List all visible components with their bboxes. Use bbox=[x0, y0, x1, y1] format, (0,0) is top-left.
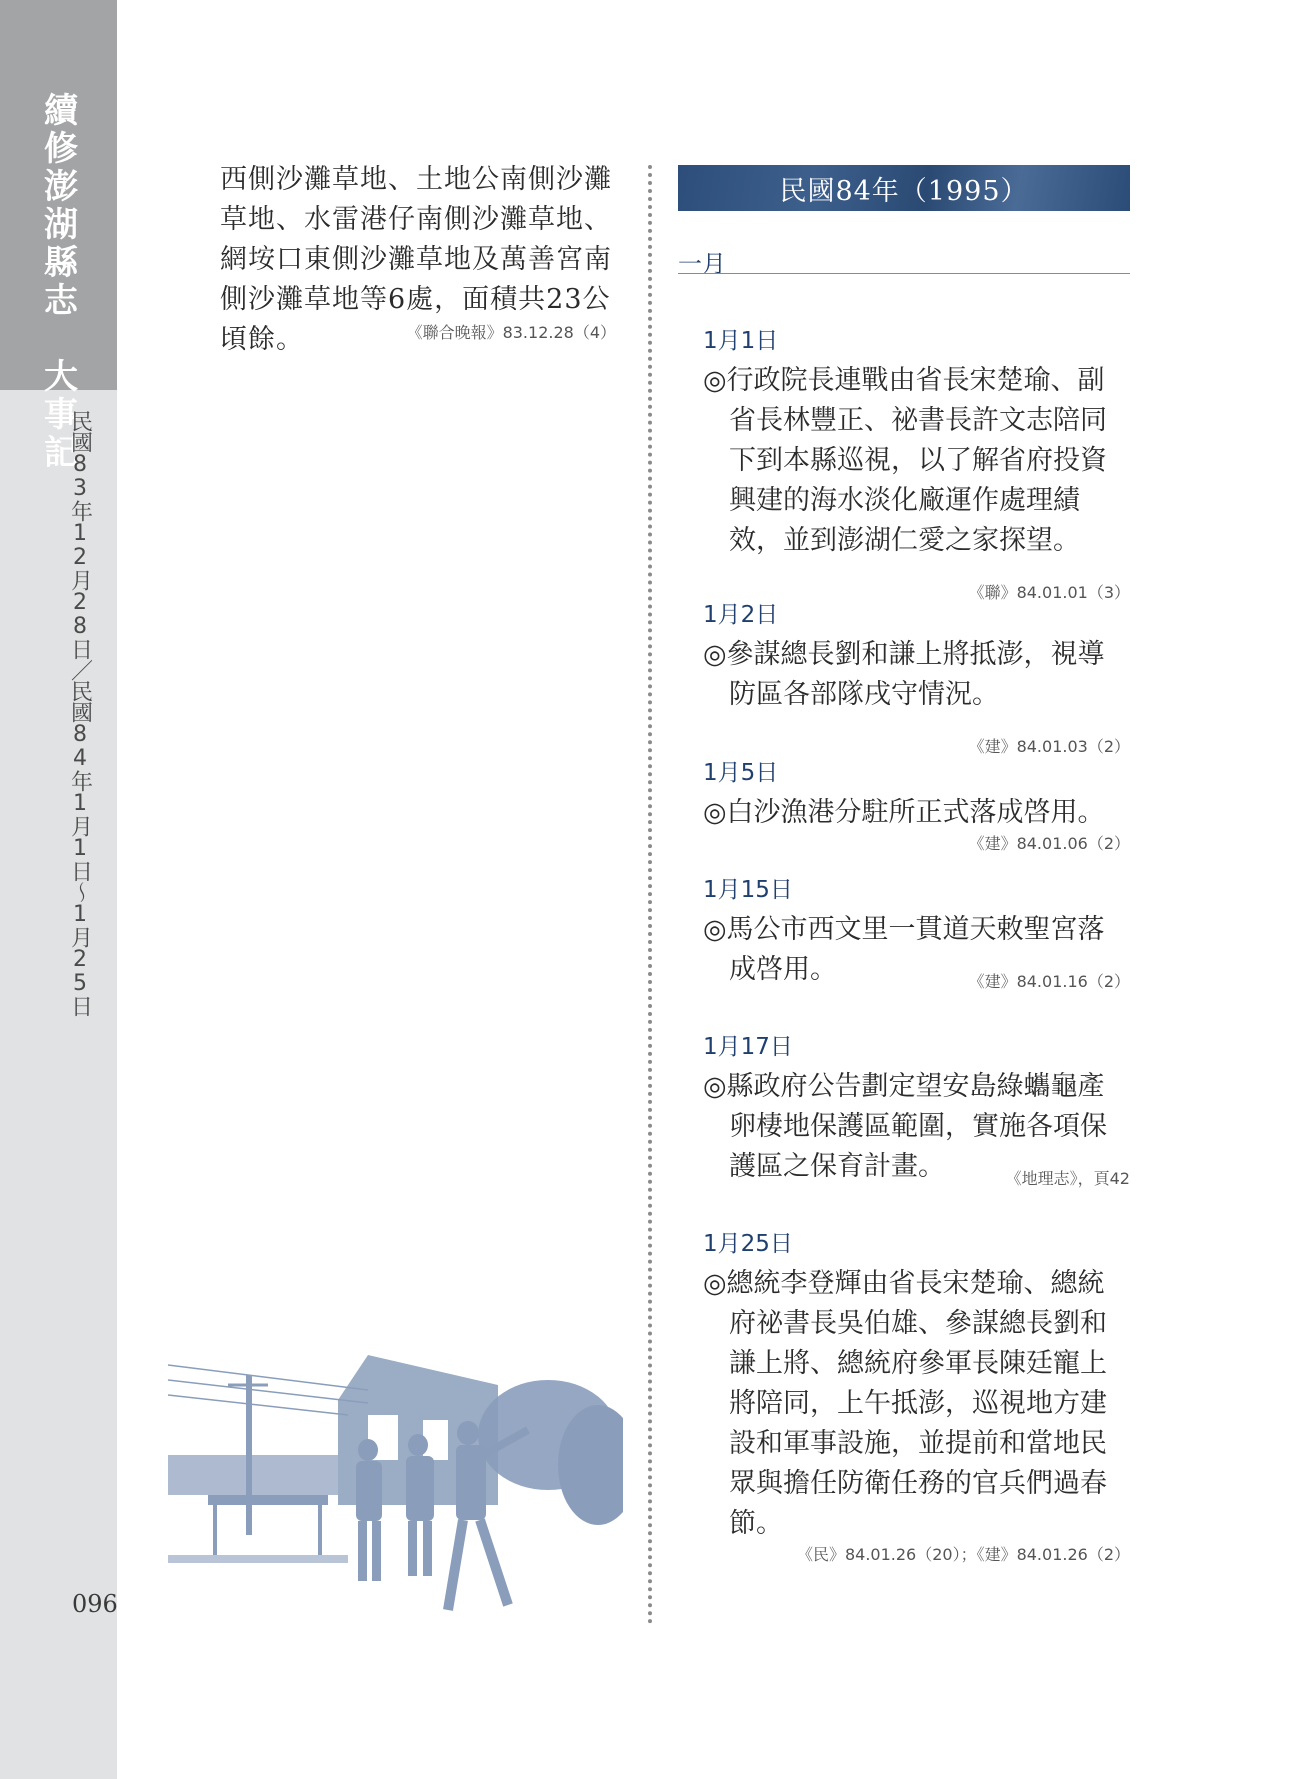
entry-text: ◎白沙漁港分駐所正式落成啓用。 bbox=[703, 797, 1105, 828]
entry-date: 1月15日 bbox=[703, 877, 793, 903]
entry-text-body: ◎縣政府公告劃定望安島綠蠵龜產卵棲地保護區範圍，實施各項保護區之保育計畫。 bbox=[703, 1071, 1107, 1182]
entry-date: 1月25日 bbox=[703, 1231, 793, 1257]
continued-paragraph: 西側沙灘草地、土地公南側沙灘草地、水雷港仔南側沙灘草地、網垵口東側沙灘草地及萬善宮南側沙灘草地等6處，面積共23公頃餘。 bbox=[220, 164, 612, 355]
street-scene-illustration bbox=[168, 1345, 623, 1625]
entry bbox=[703, 1028, 1130, 1199]
entry-date: 1月17日 bbox=[703, 1034, 793, 1060]
entry-text-body: ◎行政院長連戰由省長宋楚瑜、副省長林豐正、祕書長許文志陪同下到本縣巡視，以了解省府投資興建的海水淡化廠運作處理績效，並到澎湖仁愛之家探望。 bbox=[703, 365, 1107, 556]
entry bbox=[703, 1225, 1130, 1566]
entry-text-body: ◎參謀總長劉和謙上將抵澎，視導防區各部隊戌守情況。 bbox=[703, 639, 1105, 710]
year-banner bbox=[678, 165, 1130, 211]
entry-text bbox=[703, 910, 1130, 990]
entry-source: 《地理志》，頁42 bbox=[1005, 1169, 1130, 1188]
period-range: 民國83年12月28日／民國84年1月1日〜1月25日 bbox=[67, 410, 93, 1016]
entry-text bbox=[703, 361, 1130, 602]
month-heading: 一月 bbox=[678, 250, 726, 278]
entry-text bbox=[703, 1067, 1130, 1187]
entry bbox=[703, 871, 1130, 1002]
entry bbox=[703, 322, 1130, 613]
entry-date: 1月5日 bbox=[703, 760, 779, 786]
year-heading: 民國84年（1995） bbox=[779, 175, 1029, 207]
entry-date: 1月2日 bbox=[703, 602, 779, 628]
entry-date: 1月1日 bbox=[703, 328, 779, 354]
entry-source: 《建》84.01.06（2） bbox=[968, 834, 1130, 853]
entry-text-body: ◎馬公市西文里一貫道天敕聖宮落成啓用。 bbox=[703, 914, 1105, 985]
entry-source: 《聯》84.01.01（3） bbox=[968, 583, 1130, 602]
sidebar-range-block bbox=[0, 390, 117, 1779]
book-title: 續修澎湖縣志 大事記 bbox=[37, 92, 78, 472]
entry bbox=[703, 596, 1130, 767]
entry-source: 《建》84.01.16（2） bbox=[968, 972, 1130, 991]
entry-text bbox=[703, 635, 1130, 756]
page-number: 096 bbox=[72, 1590, 118, 1618]
entry-source: 《建》84.01.03（2） bbox=[968, 737, 1130, 756]
left-source-citation: 《聯合晚報》83.12.28（4） bbox=[406, 323, 616, 342]
column-divider bbox=[648, 165, 652, 1625]
entry-source: 《民》84.01.26（20）；《建》84.01.26（2） bbox=[796, 1545, 1130, 1564]
entry-text: ◎總統李登輝由省長宋楚瑜、總統府祕書長吳伯雄、參謀總長劉和謙上將、總統府參軍長陳廷寵上將陪同，上午抵澎，巡視地方建設和軍事設施，並提前和當地民眾與擔任防衛任務的官兵們過春節。 bbox=[703, 1268, 1107, 1539]
entry bbox=[703, 754, 1130, 855]
month-underline bbox=[678, 273, 1130, 274]
